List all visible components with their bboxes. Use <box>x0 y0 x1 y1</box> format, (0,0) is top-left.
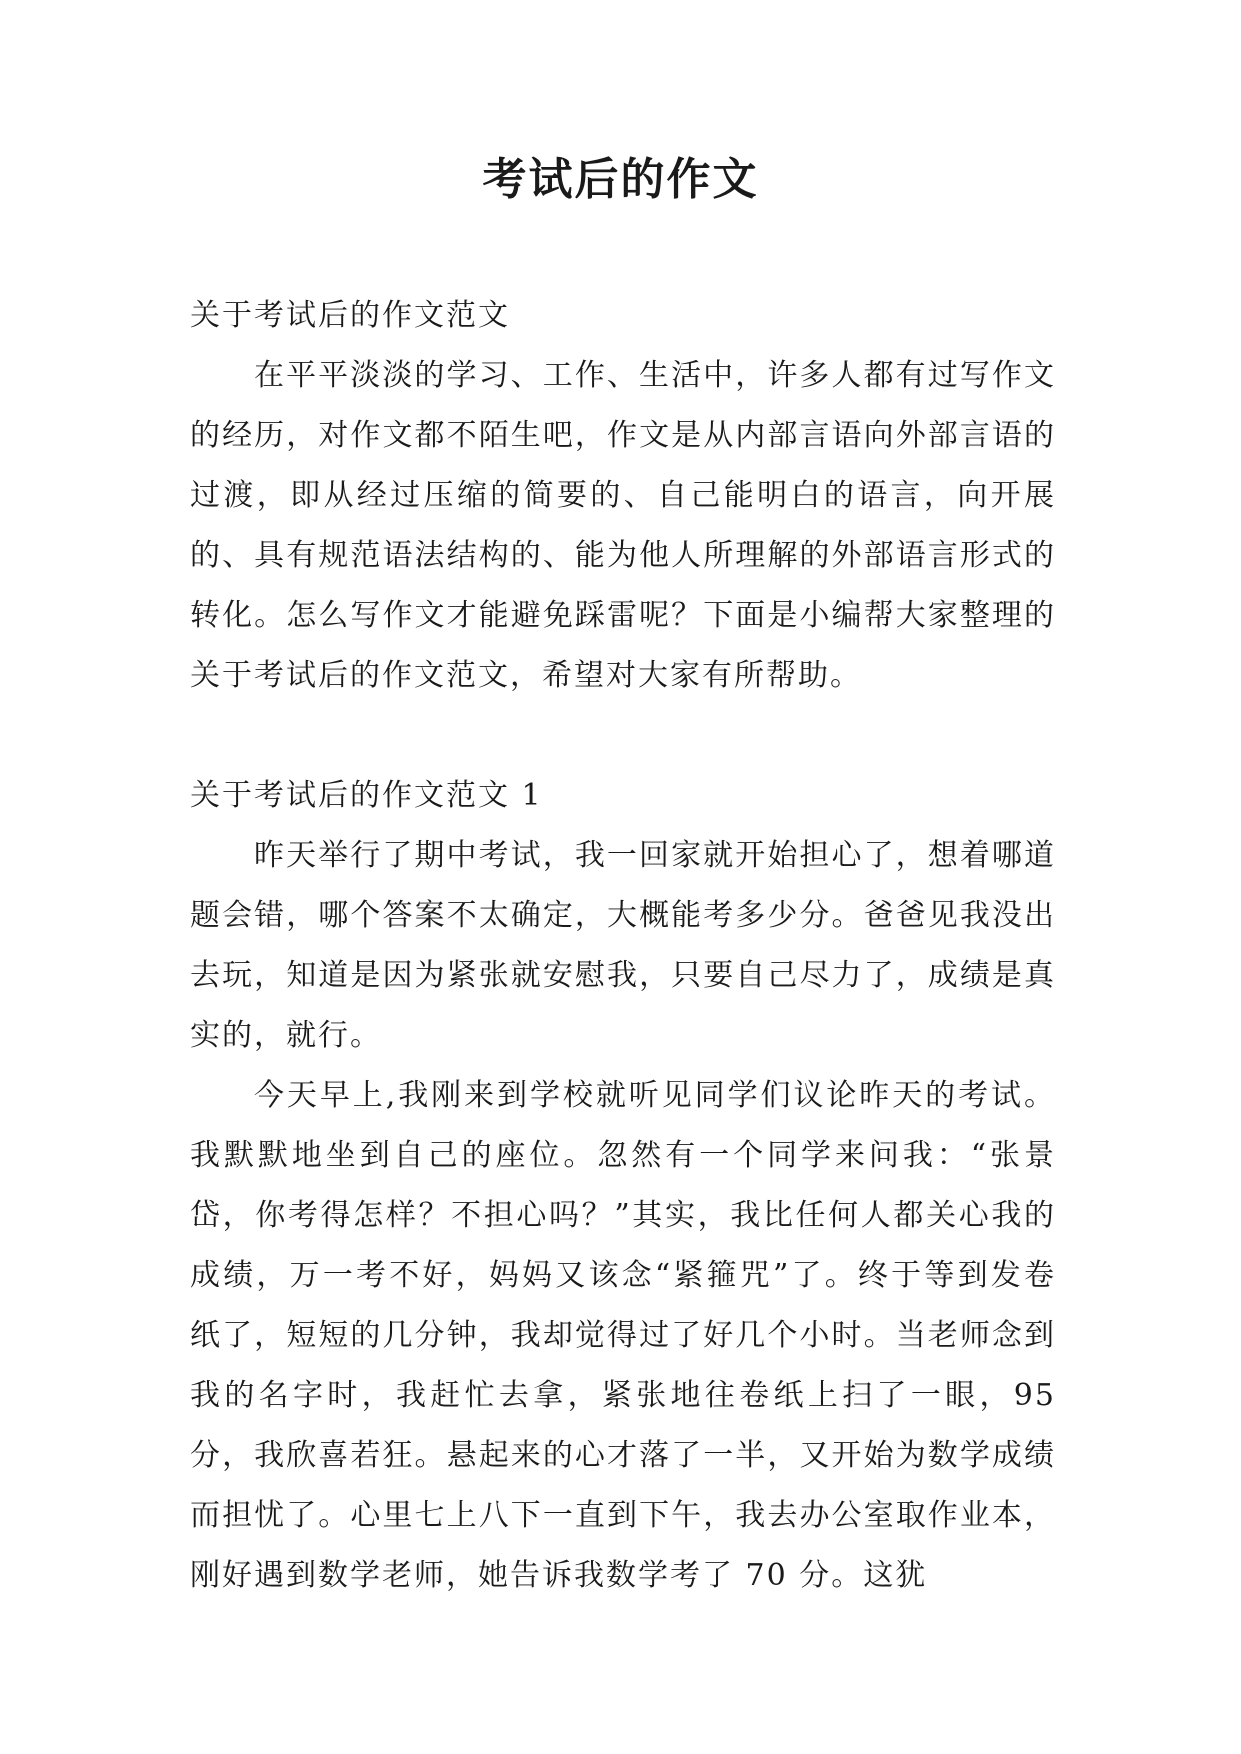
section-1-paragraph-1: 昨天举行了期中考试，我一回家就开始担心了，想着哪道题会错，哪个答案不太确定，大概能考多少分。爸爸见我没出去玩，知道是因为紧张就安慰我，只要自己尽力了，成绩是真实的，就行。 <box>190 838 1056 1053</box>
intro-paragraph: 在平平淡淡的学习、工作、生活中，许多人都有过写作文的经历，对作文都不陌生吧，作文是从内部言语向外部言语的过渡，即从经过压缩的简要的、自己能明白的语言，向开展的、具有规范语法结构的、能为他人所理解的外部语言形式的转化。怎么写作文才能避免踩雷呢？下面是小编帮大家整理的关于考试后的作文范文，希望对大家有所帮助。 <box>190 358 1056 693</box>
section-1-heading: 关于考试后的作文范文 1 <box>190 778 543 813</box>
intro-heading: 关于考试后的作文范文 <box>190 298 510 333</box>
section-1-paragraph-2: 今天早上,我刚来到学校就听见同学们议论昨天的考试。我默默地坐到自己的座位。忽然有一个同学来问我：“张景岱，你考得怎样？不担心吗？”其实，我比任何人都关心我的成绩，万一考不好，妈妈又该念“紧箍咒”了。终于等到发卷纸了，短短的几分钟，我却觉得过了好几个小时。当老师念到我的名字时，我赶忙去拿，紧张地往卷纸上扫了一眼，95 分，我欣喜若狂。悬起来的心才落了一半，又开始为数学成绩而担忧了。心里七上八下一直到下午，我去办公室取作业本，刚好遇到数学老师，她告诉我数学考了 70 分。这犹 <box>190 1078 1056 1593</box>
section-spacer <box>190 706 1056 766</box>
document-title: 考试后的作文 <box>482 154 759 205</box>
document-body <box>190 286 1056 1606</box>
